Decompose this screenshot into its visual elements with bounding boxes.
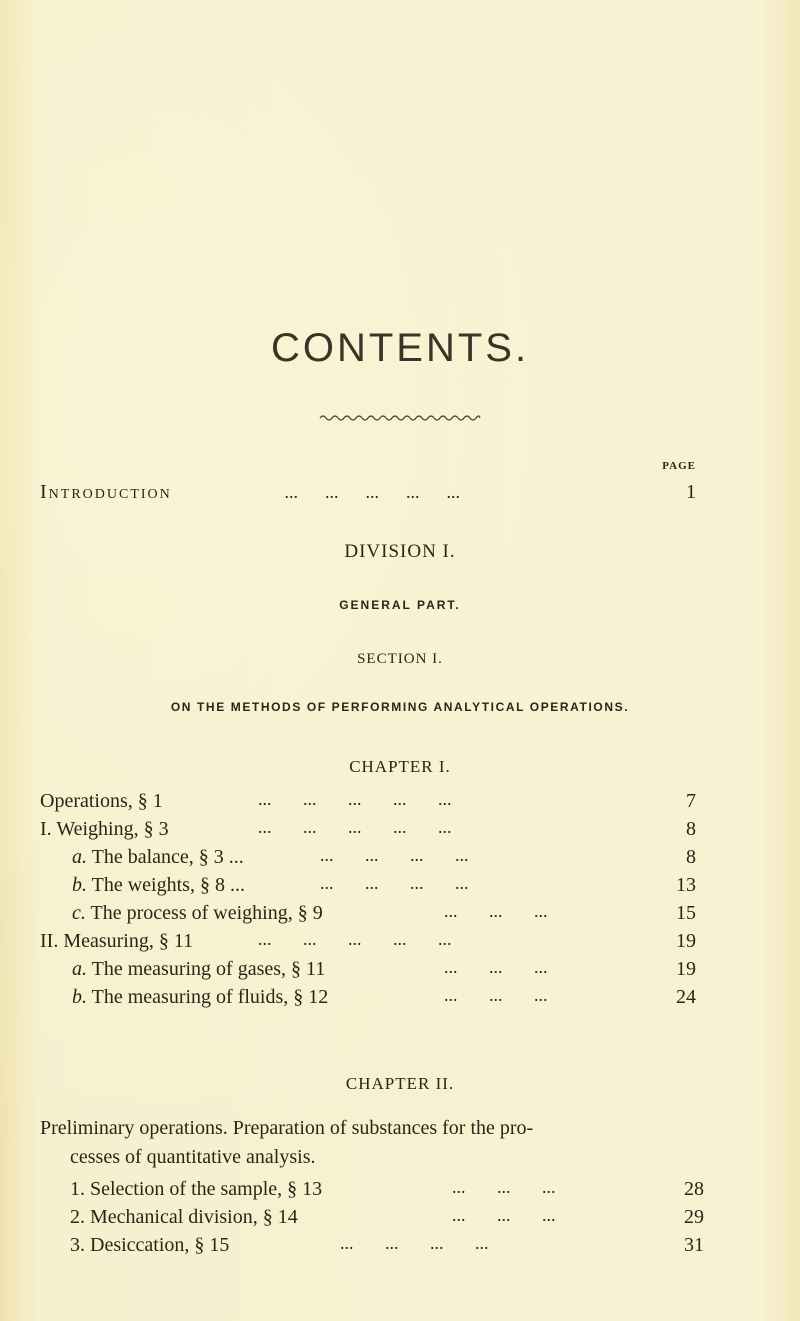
toc-page-number: 15 [676, 902, 696, 924]
page-title: CONTENTS. [270, 326, 530, 370]
chapter-description-line: cesses of quantitative analysis. [70, 1146, 316, 1168]
toc-entry[interactable] [0, 1175, 800, 1203]
dot-leader: ... ... ... ... [320, 873, 469, 893]
toc-entry-label: The measuring of fluids, § 12 [91, 986, 329, 1008]
toc-entry-prefix: I. [40, 818, 52, 840]
toc-page-number: 1 [686, 481, 696, 503]
toc-entry-label: Weighing, § 3 [56, 818, 169, 840]
part-heading: GENERAL PART. [339, 598, 461, 612]
toc-page-number: 7 [686, 790, 696, 812]
dot-leader: ... ... ... ... ... [258, 789, 452, 809]
toc-page-number: 29 [684, 1206, 704, 1228]
toc-entry[interactable] [0, 815, 800, 843]
dot-leader: ... ... ... ... ... [262, 482, 460, 502]
toc-page-number: 19 [676, 958, 696, 980]
dot-leader: ... ... ... [452, 1177, 556, 1197]
toc-entry-prefix: b. [72, 874, 87, 896]
dot-leader: ... ... ... [444, 957, 548, 977]
toc-page-number: 19 [676, 930, 696, 952]
page-column-label: PAGE [662, 460, 696, 472]
chapter-heading: CHAPTER I. [349, 757, 451, 776]
toc-entry[interactable] [0, 899, 800, 927]
dot-leader: ... ... ... ... [320, 845, 469, 865]
toc-entry-label: Introduction [40, 481, 172, 503]
division-heading: DIVISION I. [344, 541, 456, 562]
section-heading: SECTION I. [357, 651, 443, 667]
toc-entry-label: Selection of the sample, § 13 [90, 1178, 323, 1200]
chapter-description-line: Preliminary operations. Preparation of substances for the pro- [40, 1117, 534, 1139]
toc-entry-introduction[interactable] [40, 481, 696, 504]
toc-entry-label: Measuring, § 11 [63, 930, 194, 952]
toc-entry-prefix: c. [72, 902, 86, 924]
toc-entry-label: The balance, § 3 ... [91, 846, 244, 868]
toc-entry-label: Operations, § 1 [40, 790, 163, 812]
toc-page-number: 13 [676, 874, 696, 896]
section-title: ON THE METHODS OF PERFORMING ANALYTICAL OPERATIONS. [170, 700, 630, 714]
toc-page-number: 24 [676, 986, 696, 1008]
toc-entry[interactable] [0, 955, 800, 983]
toc-entry-label: The weights, § 8 ... [91, 874, 245, 896]
dot-leader: ... ... ... ... ... [258, 817, 452, 837]
toc-entry-label: The process of weighing, § 9 [90, 902, 323, 924]
toc-page-number: 28 [684, 1178, 704, 1200]
toc-entry[interactable] [0, 927, 800, 955]
toc-entry[interactable] [0, 787, 800, 815]
toc-entry[interactable] [0, 1203, 800, 1231]
toc-entry-prefix: 3. [70, 1234, 85, 1256]
toc-entry-prefix: a. [72, 958, 87, 980]
wavy-rule-ornament [318, 411, 482, 425]
toc-entry-prefix: b. [72, 986, 87, 1008]
toc-entry-label: Mechanical division, § 14 [90, 1206, 298, 1228]
toc-entry-label: Desiccation, § 15 [90, 1234, 230, 1256]
toc-entry-prefix: 1. [70, 1178, 85, 1200]
toc-entry-prefix: II. [40, 930, 59, 952]
toc-entry[interactable] [0, 983, 800, 1011]
toc-page-number: 31 [684, 1234, 704, 1256]
dot-leader: ... ... ... [444, 985, 548, 1005]
dot-leader: ... ... ... [444, 901, 548, 921]
toc-entry[interactable] [0, 843, 800, 871]
toc-entry-prefix: a. [72, 846, 87, 868]
dot-leader: ... ... ... ... [340, 1233, 489, 1253]
chapter-description [40, 1114, 680, 1172]
chapter-heading: CHAPTER II. [345, 1074, 455, 1093]
toc-entry-label: The measuring of gases, § 11 [91, 958, 326, 980]
dot-leader: ... ... ... ... ... [258, 929, 452, 949]
toc-entry-prefix: 2. [70, 1206, 85, 1228]
toc-page-number: 8 [686, 846, 696, 868]
toc-entry[interactable] [0, 871, 800, 899]
dot-leader: ... ... ... [452, 1205, 556, 1225]
toc-page-number: 8 [686, 818, 696, 840]
toc-entry[interactable] [0, 1231, 800, 1259]
